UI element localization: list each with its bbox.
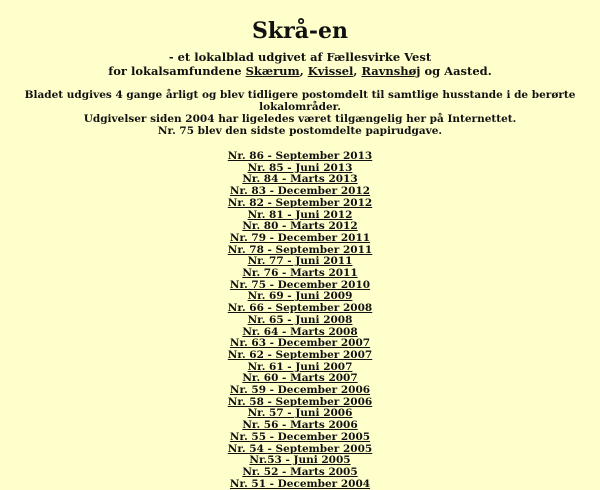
issue-link[interactable]: Nr. 51 - December 2004 bbox=[229, 477, 371, 490]
subtitle-og: og bbox=[424, 64, 441, 78]
page-title: Skrå-en bbox=[251, 18, 349, 44]
issue-link[interactable]: Nr. 58 - September 2006 bbox=[227, 395, 373, 408]
issue-link[interactable]: Nr. 80 - Marts 2012 bbox=[242, 220, 358, 233]
page bbox=[0, 18, 600, 490]
issue-link[interactable]: Nr. 81 - Juni 2012 bbox=[247, 208, 353, 221]
issue-link[interactable]: Nr. 84 - Marts 2013 bbox=[242, 173, 358, 186]
description-line-3: Nr. 75 blev den sidste postomdelte papirudgave. bbox=[157, 125, 443, 137]
issue-link[interactable]: Nr. 60 - Marts 2007 bbox=[242, 372, 358, 385]
description bbox=[0, 89, 600, 137]
issue-link[interactable]: Nr. 59 - December 2006 bbox=[229, 384, 371, 397]
issue-link[interactable]: Nr. 65 - Juni 2008 bbox=[247, 313, 353, 326]
issue-link[interactable]: Nr. 62 - September 2007 bbox=[227, 348, 373, 361]
issue-link[interactable]: Nr. 83 - December 2012 bbox=[229, 185, 371, 198]
issue-link[interactable]: Nr. 75 - December 2010 bbox=[229, 278, 371, 291]
issue-link[interactable]: Nr. 61 - Juni 2007 bbox=[247, 360, 353, 373]
issue-link[interactable]: Nr. 79 - December 2011 bbox=[229, 231, 371, 244]
issue-link[interactable]: Nr. 82 - September 2012 bbox=[227, 196, 373, 209]
issue-link[interactable]: Nr. 63 - December 2007 bbox=[229, 337, 371, 350]
issue-link[interactable]: Nr. 86 - September 2013 bbox=[227, 150, 373, 162]
place-link-skaerum[interactable]: Skærum bbox=[245, 64, 300, 78]
subtitle-line-2 bbox=[0, 64, 600, 78]
issue-link[interactable]: Nr. 69 - Juni 2009 bbox=[247, 290, 353, 303]
description-line-2: Udgivelser siden 2004 har ligeledes været tilgængelig her på Internettet. bbox=[83, 113, 517, 125]
issue-link[interactable]: Nr. 56 - Marts 2006 bbox=[242, 419, 358, 432]
issue-link[interactable]: Nr. 64 - Marts 2008 bbox=[242, 325, 358, 338]
place-separator: , bbox=[299, 64, 304, 78]
issue-link[interactable]: Nr. 78 - September 2011 bbox=[227, 243, 373, 256]
description-line-1: Bladet udgives 4 gange årligt og blev tidligere postomdelt til samtlige husstande i de berørte lokalområder. bbox=[24, 89, 576, 113]
issue-link[interactable]: Nr. 54 - September 2005 bbox=[227, 442, 373, 455]
place-link-ravnshoj[interactable]: Ravnshøj bbox=[361, 64, 421, 78]
subtitle-line-1: - et lokalblad udgivet af Fællesvirke Vest bbox=[168, 50, 432, 64]
place-separator: , bbox=[353, 64, 358, 78]
issue-link[interactable]: Nr. 66 - September 2008 bbox=[227, 302, 373, 315]
subtitle-suffix: Aasted. bbox=[444, 64, 492, 78]
place-link-kvissel[interactable]: Kvissel bbox=[307, 64, 354, 78]
issue-link[interactable]: Nr.53 - Juni 2005 bbox=[249, 454, 351, 467]
issue-link[interactable]: Nr. 55 - December 2005 bbox=[229, 430, 371, 443]
issue-link[interactable]: Nr. 85 - Juni 2013 bbox=[247, 161, 353, 174]
issue-list bbox=[0, 151, 600, 490]
issue-link[interactable]: Nr. 77 - Juni 2011 bbox=[247, 255, 353, 268]
issue-link[interactable]: Nr. 76 - Marts 2011 bbox=[242, 267, 358, 280]
issue-link[interactable]: Nr. 52 - Marts 2005 bbox=[242, 465, 358, 478]
subtitle-prefix: for lokalsamfundene bbox=[108, 64, 242, 78]
issue-link[interactable]: Nr. 57 - Juni 2006 bbox=[247, 407, 353, 420]
